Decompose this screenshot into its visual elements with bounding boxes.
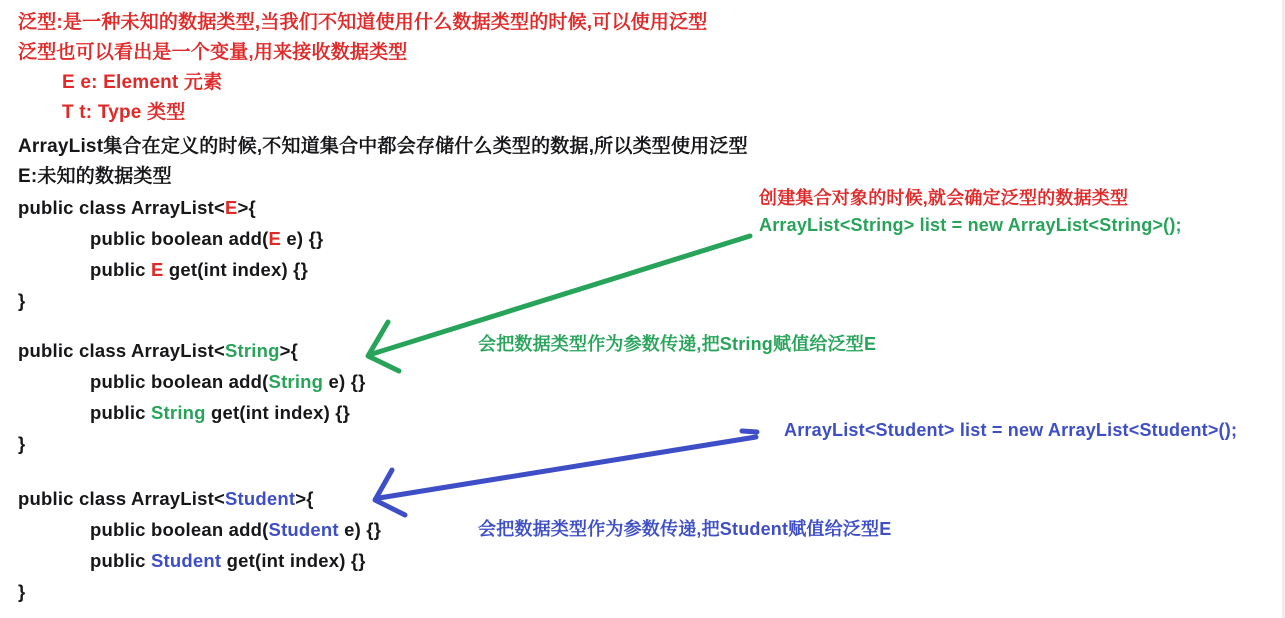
code-token: get(int index) {} bbox=[163, 259, 308, 280]
code-token: public boolean add( bbox=[90, 519, 269, 540]
note-line: E:未知的数据类型 bbox=[18, 166, 172, 187]
code-token: >{ bbox=[295, 488, 314, 509]
annotation-student-assigned-to-e: 会把数据类型作为参数传递,把Student赋值给泛型E bbox=[478, 519, 892, 539]
code-token: public bbox=[90, 402, 152, 423]
code-token: } bbox=[18, 433, 26, 454]
code-token: Student bbox=[151, 550, 222, 571]
code-token: public boolean add( bbox=[90, 371, 269, 392]
annotation-create-object-note: 创建集合对象的时候,就会确定泛型的数据类型 bbox=[759, 188, 1129, 208]
note-line: 泛型也可以看出是一个变量,用来接收数据类型 bbox=[18, 42, 408, 63]
code-line bbox=[18, 223, 748, 254]
code-token: e) {} bbox=[281, 228, 324, 249]
code-line bbox=[18, 428, 748, 459]
code-token: public boolean add( bbox=[90, 228, 269, 249]
note-line: E e: Element 元素 bbox=[62, 72, 223, 93]
code-token: String bbox=[225, 340, 280, 361]
code-token: public class ArrayList< bbox=[18, 340, 225, 361]
code-token: public class ArrayList< bbox=[18, 488, 225, 509]
code-token: Student bbox=[268, 519, 339, 540]
note-line: ArrayList集合在定义的时候,不知道集合中都会存储什么类型的数据,所以类型使用泛型 bbox=[18, 136, 748, 157]
code-token: E bbox=[151, 259, 164, 280]
code-line bbox=[18, 545, 748, 576]
code-token: E bbox=[225, 197, 238, 218]
code-token: public bbox=[90, 259, 152, 280]
code-token: } bbox=[18, 581, 26, 602]
notes-list bbox=[18, 8, 748, 192]
code-token: get(int index) {} bbox=[221, 550, 366, 571]
declaration-arraylist-string: ArrayList<String> list = new ArrayList<String>(); bbox=[759, 215, 1182, 235]
code-block-generic-e bbox=[18, 192, 748, 316]
code-line bbox=[18, 397, 748, 428]
code-token: >{ bbox=[237, 197, 256, 218]
code-token: String bbox=[151, 402, 206, 423]
code-token: get(int index) {} bbox=[205, 402, 351, 423]
code-block-student bbox=[18, 483, 748, 607]
annotation-string-assigned-to-e: 会把数据类型作为参数传递,把String赋值给泛型E bbox=[478, 334, 877, 354]
code-line bbox=[18, 483, 748, 514]
code-line bbox=[18, 285, 748, 316]
code-token: public bbox=[90, 550, 152, 571]
code-token: e) {} bbox=[323, 371, 366, 392]
note-line: 泛型:是一种未知的数据类型,当我们不知道使用什么数据类型的时候,可以使用泛型 bbox=[18, 12, 708, 33]
code-token: String bbox=[268, 371, 324, 392]
code-line bbox=[18, 576, 748, 607]
code-token: Student bbox=[225, 488, 296, 509]
declaration-arraylist-student: ArrayList<Student> list = new ArrayList<Student>(); bbox=[784, 420, 1238, 440]
code-token: E bbox=[268, 228, 282, 249]
code-token: e) {} bbox=[338, 519, 382, 540]
code-token: } bbox=[18, 290, 26, 311]
note-line: T t: Type 类型 bbox=[62, 102, 186, 123]
code-token: >{ bbox=[279, 340, 299, 361]
code-line bbox=[18, 366, 748, 397]
code-line bbox=[18, 192, 748, 223]
code-line bbox=[18, 254, 748, 285]
code-token: public class ArrayList< bbox=[18, 197, 225, 218]
